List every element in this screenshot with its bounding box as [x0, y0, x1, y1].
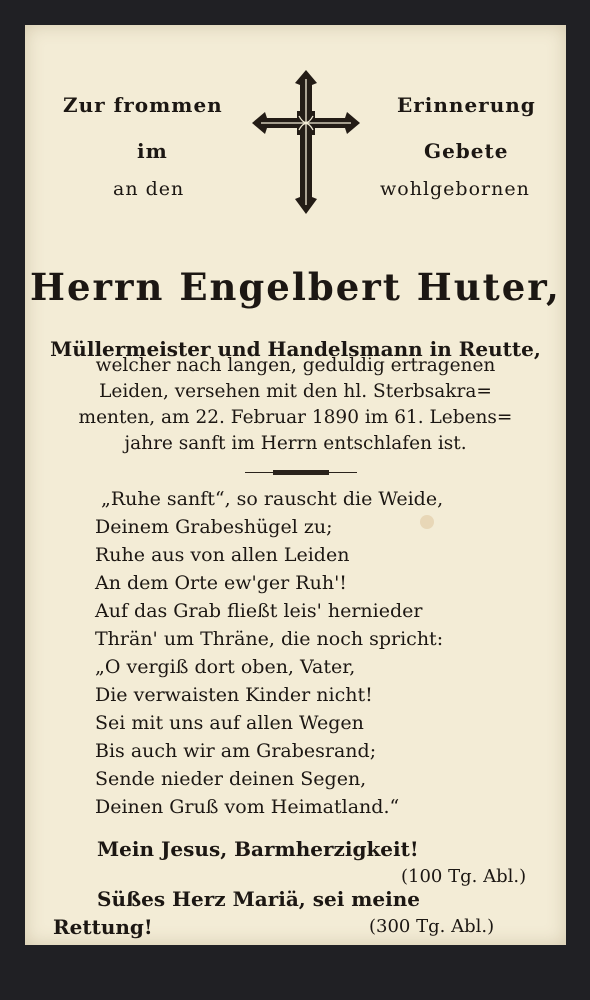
deceased-name: Herrn Engelbert Huter, [30, 265, 561, 309]
prayer-1: Mein Jesus, Barmherzigkeit! [97, 837, 419, 861]
description-line-4: jahre sanft im Herrn entschlafen ist. [124, 433, 467, 454]
occupation: Müllermeister und Handelsmann in Reutte, [50, 337, 541, 361]
description-line-3: menten, am 22. Februar 1890 im 61. Lebens= [78, 407, 513, 428]
poem-line-5: Auf das Grab fließt leis' hernieder [95, 600, 423, 622]
poem-line-11: Sende nieder deinen Segen, [95, 768, 367, 790]
prayer-2-line-2: Rettung! [53, 915, 153, 939]
poem-line-7: „O vergiß dort oben, Vater, [95, 656, 356, 678]
header-left-3: an den [113, 178, 185, 200]
divider-thick [273, 470, 329, 475]
header-right-2: Gebete [424, 139, 509, 163]
memorial-card [25, 25, 566, 945]
cross-icon [251, 69, 361, 215]
stain [420, 515, 434, 529]
prayer-1-indulgence: (100 Tg. Abl.) [401, 866, 527, 887]
poem-line-12: Deinen Gruß vom Heimatland.“ [95, 796, 400, 818]
description-line-2: Leiden, versehen mit den hl. Sterbsakra= [99, 381, 492, 402]
header-right-3: wohlgebornen [380, 178, 530, 200]
poem-line-1: „Ruhe sanft“, so rauscht die Weide, [101, 488, 444, 510]
header-left-1: Zur frommen [63, 93, 223, 117]
poem-line-10: Bis auch wir am Grabesrand; [95, 740, 377, 762]
header-right-1: Erinnerung [397, 93, 536, 117]
poem-line-9: Sei mit uns auf allen Wegen [95, 712, 364, 734]
poem-line-6: Thrän' um Thräne, die noch spricht: [95, 628, 444, 650]
prayer-2-line-1: Süßes Herz Mariä, sei meine [97, 887, 421, 911]
poem-line-3: Ruhe aus von allen Leiden [95, 544, 350, 566]
description-line-1: welcher nach langen, geduldig ertragenen [95, 355, 496, 376]
poem-line-4: An dem Orte ew'ger Ruh'! [95, 572, 347, 594]
prayer-2-indulgence: (300 Tg. Abl.) [369, 916, 495, 937]
poem-line-2: Deinem Grabeshügel zu; [95, 516, 333, 538]
poem-line-8: Die verwaisten Kinder nicht! [95, 684, 373, 706]
header-left-2: im [137, 139, 168, 163]
